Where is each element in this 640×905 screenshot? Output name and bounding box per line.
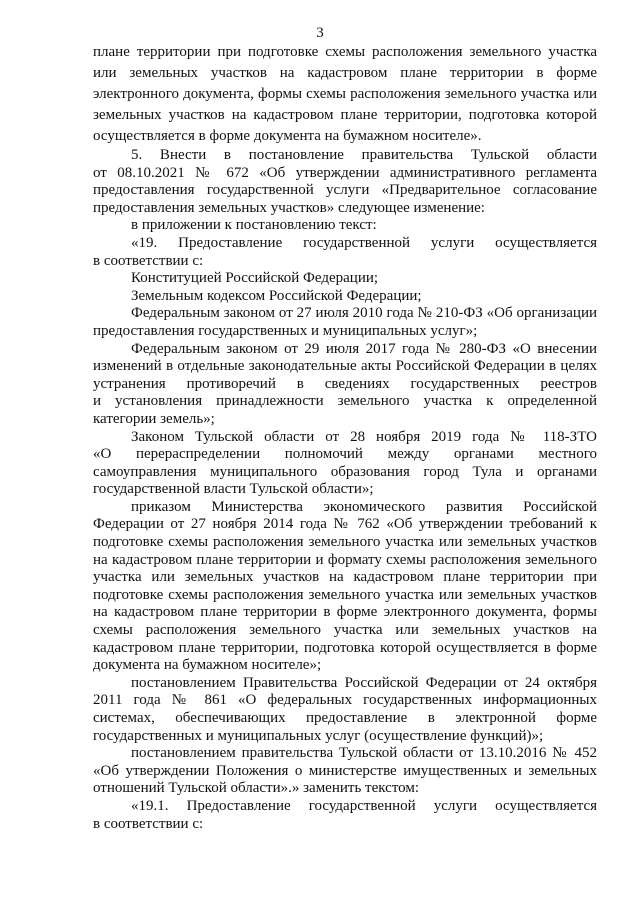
text-line: государственной власти Тульской области»;	[93, 481, 374, 498]
text-line: постановлением правительства Тульской области от 13.10.2016 № 452	[131, 745, 597, 762]
text-line: «О перераспределении полномочий между органами местного	[93, 446, 597, 463]
text-line: отношений Тульской области».» заменить текстом:	[93, 780, 420, 797]
text-line: подготовке схемы расположения земельного участка или земельных участков	[93, 586, 597, 603]
text-line: самоуправления муниципального образования город Тула и органами	[93, 463, 597, 480]
text-line: Федеральным законом от 29 июля 2017 года № 280-ФЗ «О внесении	[131, 340, 597, 357]
text-line: осуществляется в форме документа на бумажном носителе».	[93, 128, 482, 144]
text-line: предоставления государственных и муниципальных услуг»;	[93, 322, 478, 339]
text-line: схемы расположения земельного участка или земельных участков на	[93, 622, 597, 639]
text-line: системах, обеспечивающих предоставление в электронной форме	[93, 710, 597, 726]
page-number: 3	[316, 25, 324, 41]
text-line: Конституцией Российской Федерации;	[131, 270, 379, 287]
paragraph	[93, 429, 597, 499]
paragraph	[93, 147, 597, 217]
text-line: в соответствии с:	[93, 252, 204, 269]
text-line: в соответствии с:	[93, 815, 204, 832]
text-line: или земельных участков на кадастровом плане территории в форме	[93, 65, 597, 81]
text-line: государственных и муниципальных услуг (осуществление функций)»;	[93, 727, 544, 744]
text-line: 5. Внести в постановление правительства Тульской области	[131, 147, 597, 163]
paragraph	[93, 305, 597, 340]
text-line: «19.1. Предоставление государственной услуги осуществляется	[131, 797, 597, 814]
text-line: на кадастровом плане территории и формату схемы расположения земельного	[93, 551, 597, 568]
text-line: на кадастровом плане территории в форме электронного документа, формы	[93, 604, 597, 621]
text-line: постановлением Правительства Российской Федерации от 24 октября	[131, 674, 597, 691]
paragraph	[93, 235, 597, 270]
text-line: 2011 года № 861 «О федеральных государственных информационных	[93, 692, 597, 709]
paragraph	[93, 42, 597, 147]
text-line: предоставления государственной услуги «Предварительное согласование	[93, 182, 597, 199]
paragraph	[93, 270, 597, 288]
paragraph	[93, 499, 597, 675]
document-body	[93, 42, 597, 833]
text-line: изменений в отдельные законодательные акты Российской Федерации в целях	[93, 358, 597, 375]
text-line: участка или земельных участков на кадастровом плане территории при	[93, 569, 597, 586]
text-line: устранения противоречий в сведениях государственных реестров	[93, 375, 597, 392]
paragraph	[93, 288, 597, 306]
paragraph	[93, 745, 597, 798]
paragraph	[93, 798, 597, 833]
text-line: электронного документа, формы схемы расположения земельного участка или	[93, 86, 597, 102]
text-line: Законом Тульской области от 28 ноября 2019 года № 118-ЗТО	[131, 428, 597, 445]
text-line: плане территории при подготовке схемы расположения земельного участка	[93, 44, 597, 60]
text-line: «19. Предоставление государственной услуги осуществляется	[131, 234, 597, 251]
text-line: Земельным кодексом Российской Федерации;	[131, 287, 422, 304]
text-line: «Об утверждении Положения о министерстве имущественных и земельных	[93, 762, 597, 779]
text-line: от 08.10.2021 № 672 «Об утверждении административного регламента	[93, 164, 597, 181]
text-line: Федеральным законом от 27 июля 2010 года № 210-ФЗ «Об организации	[131, 305, 597, 322]
paragraph	[93, 675, 597, 745]
paragraph	[93, 341, 597, 429]
paragraph	[93, 217, 597, 235]
text-line: и установления принадлежности земельного участка к определенной	[93, 393, 597, 410]
text-line: документа на бумажном носителе»;	[93, 657, 322, 674]
text-line: категории земель»;	[93, 410, 215, 427]
text-line: Федерации от 27 ноября 2014 года № 762 «Об утверждении требований к	[93, 516, 597, 533]
text-line: земельных участков на кадастровом плане территории, подготовка которой	[93, 107, 597, 123]
text-line: предоставления земельных участков» следующее изменение:	[93, 199, 485, 216]
text-line: в приложении к постановлению текст:	[131, 217, 377, 234]
text-line: кадастровом плане территории, подготовка которой осуществляется в форме	[93, 639, 597, 656]
text-line: подготовке схемы расположения земельного участка или земельных участков	[93, 534, 597, 551]
text-line: приказом Министерства экономического развития Российской	[131, 498, 597, 515]
